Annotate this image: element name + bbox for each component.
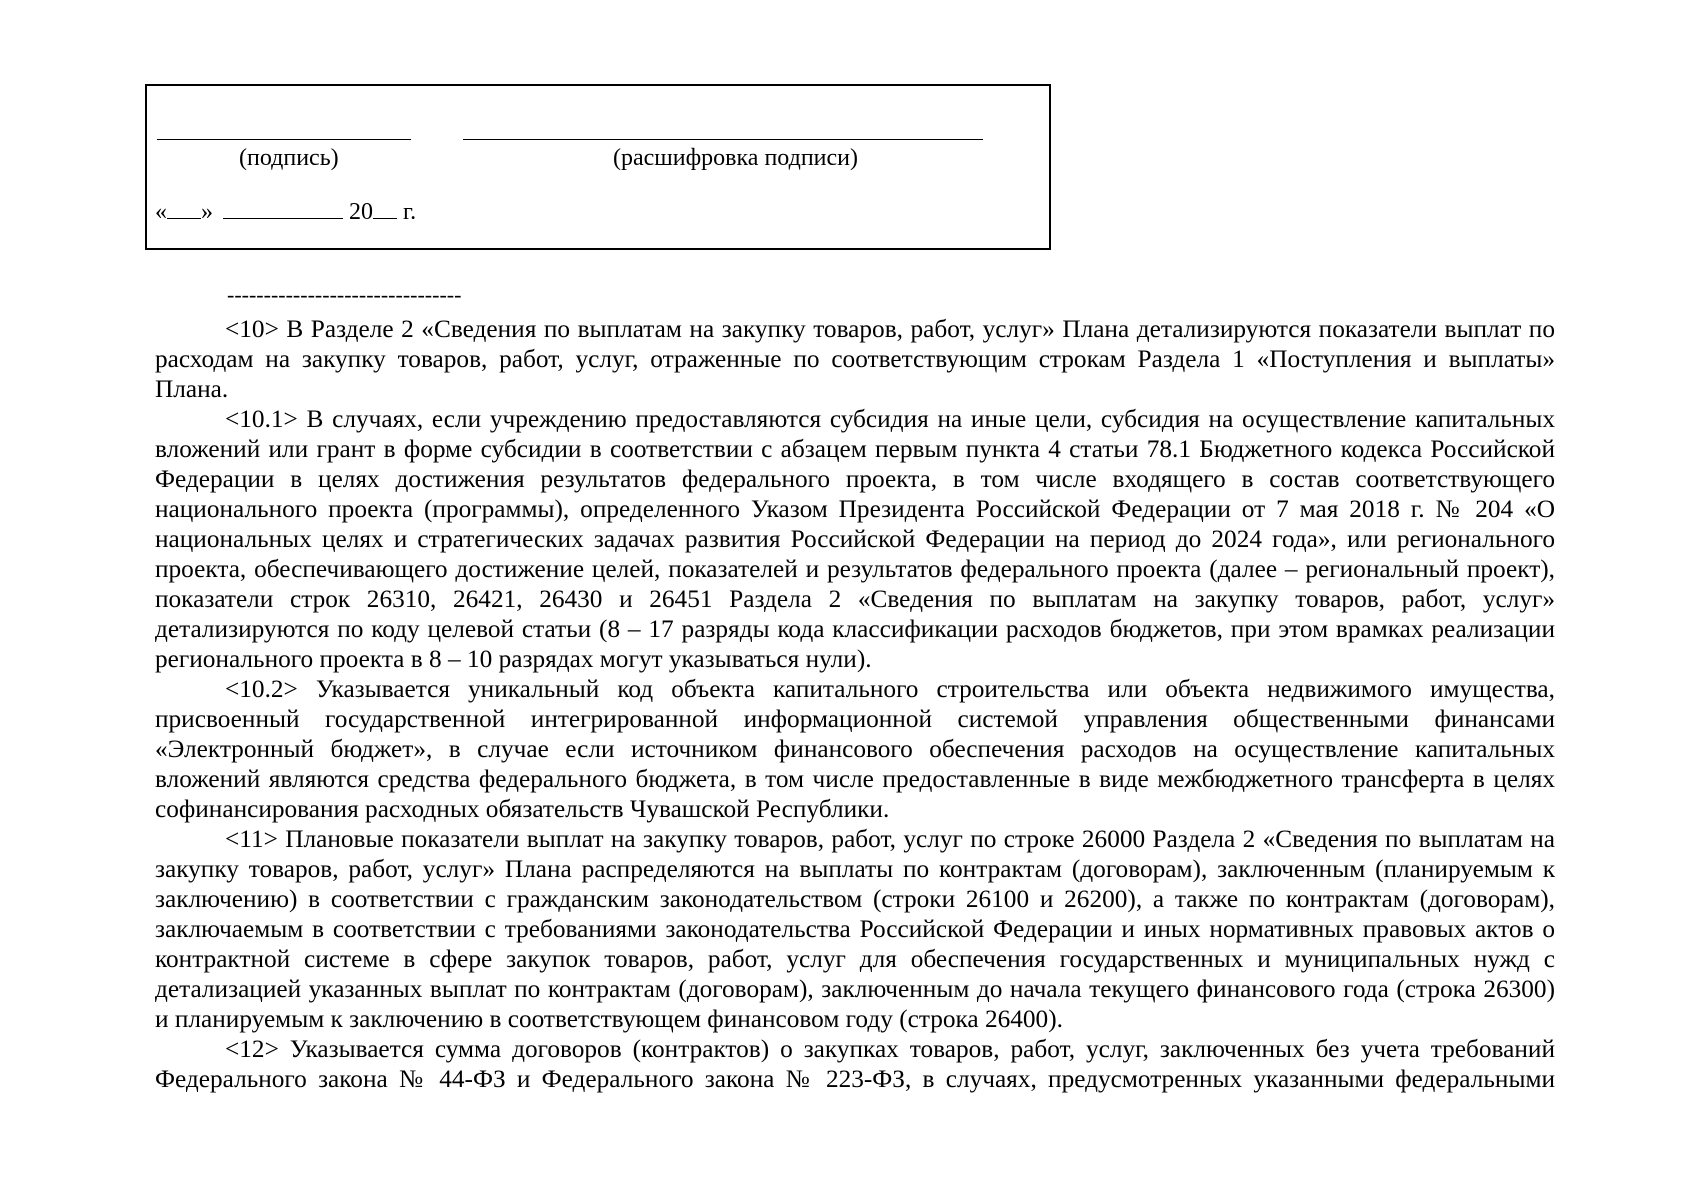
footnote-separator: -------------------------------- xyxy=(227,282,462,307)
footnote-10-1: <10.1> В случаях, если учреждению предоставляются субсидия на иные цели, субсидия на осуществление капитальных вложений или грант в форме субсидии в соответствии с абзацем первым пункта 4 статьи 78.1 Бюджетного кодекса Российской Федерации в целях достижения результатов федерального проекта, в том числе входящего в состав соответствующего национального проекта (программы), определенного Указом Президента Российской Федерации от 7 мая 2018 г. № 204 «О национальных целях и стратегических задачах развития Российской Федерации на период до 2024 года», или регионального проекта, обеспечивающего достижение целей, показателей и результатов федерального проекта (далее – региональный проект), показатели строк 26310, 26421, 26430 и 26451 Раздела 2 «Сведения по выплатам на закупку товаров, работ, услуг» детализируются по коду целевой статьи (8 – 17 разряды кода классификации расходов бюджетов, при этом врамках реализации регионального проекта в 8 – 10 разрядах могут указываться нули). xyxy=(155,405,1555,673)
day-blank[interactable] xyxy=(167,198,201,219)
footnote-12: <12> Указывается сумма договоров (контрактов) о закупках товаров, работ, услуг, заключенных без учета требований Федерального закона № 44-ФЗ и Федерального закона № 223-ФЗ, в случаях, предусмотренных указанными федеральными xyxy=(155,1035,1555,1093)
signature-caption: (подпись) xyxy=(239,145,339,171)
year-prefix: 20 xyxy=(349,199,373,225)
decoding-line[interactable] xyxy=(463,139,983,140)
signature-block xyxy=(145,84,1051,250)
date-line xyxy=(155,198,416,226)
month-blank[interactable] xyxy=(223,198,343,219)
decoding-caption: (расшифровка подписи) xyxy=(613,145,858,171)
year-suffix: г. xyxy=(403,199,417,225)
footnote-10: <10> В Разделе 2 «Сведения по выплатам на закупку товаров, работ, услуг» Плана детализируются показатели выплат по расходам на закупку товаров, работ, услуг, отраженные по соответствующим строкам Раздела 1 «Поступления и выплаты» Плана. xyxy=(155,315,1555,403)
signature-line[interactable] xyxy=(157,139,411,140)
footnote-11: <11> Плановые показатели выплат на закупку товаров, работ, услуг по строке 26000 Раздела 2 «Сведения по выплатам на закупку товаров, работ, услуг» Плана распределяются на выплаты по контрактам (договорам), заключенным (планируемым к заключению) в соответствии с гражданским законодательством (строки 26100 и 26200), а также по контрактам (договорам), заключаемым в соответствии с требованиями законодательства Российской Федерации и иных нормативных правовых актов о контрактной системе в сфере закупок товаров, работ, услуг для обеспечения государственных и муниципальных нужд с детализацией указанных выплат по контрактам (договорам), заключенным до начала текущего финансового года (строка 26300) и планируемым к заключению в соответствующем финансовом году (строка 26400). xyxy=(155,825,1555,1033)
footnote-10-2: <10.2> Указывается уникальный код объекта капитального строительства или объекта недвижимого имущества, присвоенный государственной интегрированной информационной системой управления общественными финансами «Электронный бюджет», в случае если источником финансового обеспечения расходов на осуществление капитальных вложений являются средства федерального бюджета, в том числе предоставленные в виде межбюджетного трансферта в целях софинансирования расходных обязательств Чувашской Республики. xyxy=(155,675,1555,823)
date-open-quote: « xyxy=(155,199,167,225)
footnotes xyxy=(155,314,1555,1094)
year-blank[interactable] xyxy=(373,198,397,219)
date-close-quote: » xyxy=(201,199,213,225)
